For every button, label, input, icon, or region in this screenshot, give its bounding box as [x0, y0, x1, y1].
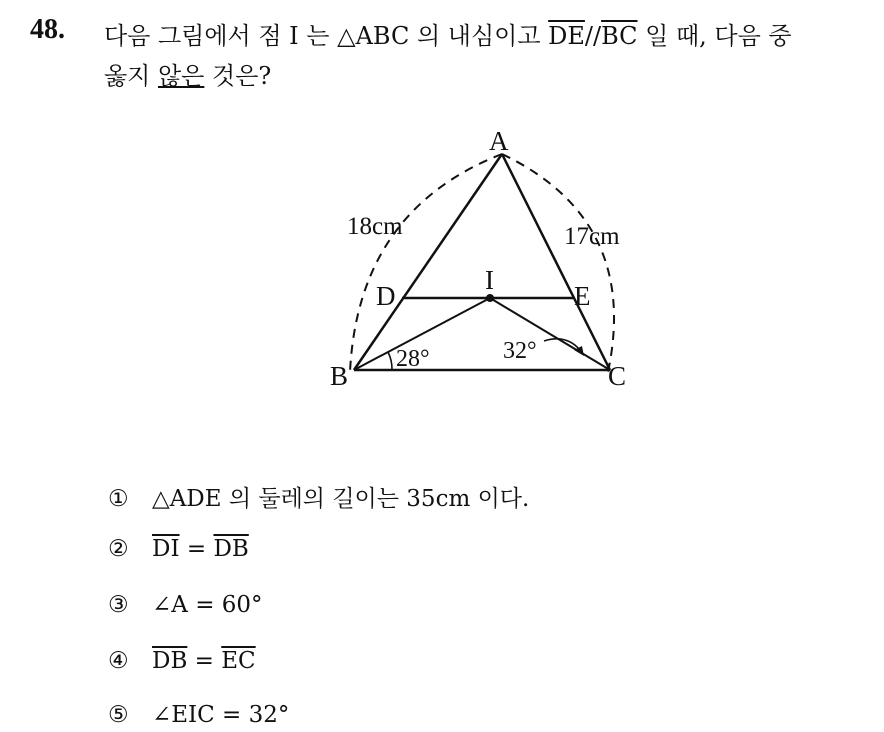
segment-de: $\overline{DE}$: [548, 22, 585, 50]
point-label-i: I: [485, 265, 494, 295]
point-label-e: E: [574, 281, 591, 311]
question-text-triangle: △ABC 의 내심이고: [337, 22, 549, 50]
choice-text: ∠EIC = 32°: [152, 702, 290, 728]
question-text-line2-end: 것은?: [204, 62, 272, 90]
choice-marker: ②: [108, 536, 129, 562]
question-text-start: 다음 그림에서 점 I 는: [104, 22, 338, 50]
choice-1[interactable]: [108, 480, 529, 513]
choice-4[interactable]: [108, 648, 256, 674]
segment-ec: $\overline{EC}$: [221, 648, 256, 674]
equals-sign: =: [179, 536, 214, 562]
angle-arc-b: [388, 352, 392, 370]
choice-text: △ADE 의 둘레의 길이는 35cm 이다.: [152, 486, 530, 512]
vertex-label-c: C: [608, 361, 627, 391]
angle-arrowhead-c: [574, 346, 584, 356]
question-text-end: 일 때, 다음 중: [637, 22, 792, 50]
choice-marker: ④: [108, 648, 129, 674]
segment-db: $\overline{DB}$: [152, 648, 188, 674]
choice-2[interactable]: [108, 536, 249, 562]
equals-sign: =: [187, 648, 222, 674]
side-ab: [354, 154, 502, 370]
segment-bc: $\overline{BC}$: [601, 22, 638, 50]
length-label-ac: 17cm: [564, 223, 620, 250]
question-text-line2-start: 옳지: [104, 62, 158, 90]
vertex-label-b: B: [330, 361, 349, 391]
choice-5[interactable]: [108, 702, 289, 728]
question-emphasis: 않은: [158, 62, 205, 90]
parallel-symbol: //: [584, 22, 602, 50]
segment-di: $\overline{DI}$: [152, 536, 180, 562]
segment-db: $\overline{DB}$: [213, 536, 249, 562]
choice-3[interactable]: [108, 592, 263, 618]
angle-label-b: 28°: [396, 346, 430, 372]
choice-marker: ①: [108, 486, 129, 512]
length-label-ab: 18cm: [347, 213, 403, 240]
angle-label-c: 32°: [503, 338, 537, 364]
point-label-d: D: [376, 281, 396, 311]
incenter-point: [486, 294, 494, 302]
choice-marker: ③: [108, 592, 129, 618]
question-number: 48.: [30, 14, 65, 45]
choice-text: ∠A = 60°: [152, 592, 263, 618]
choice-marker: ⑤: [108, 702, 129, 728]
vertex-label-a: A: [489, 126, 509, 156]
